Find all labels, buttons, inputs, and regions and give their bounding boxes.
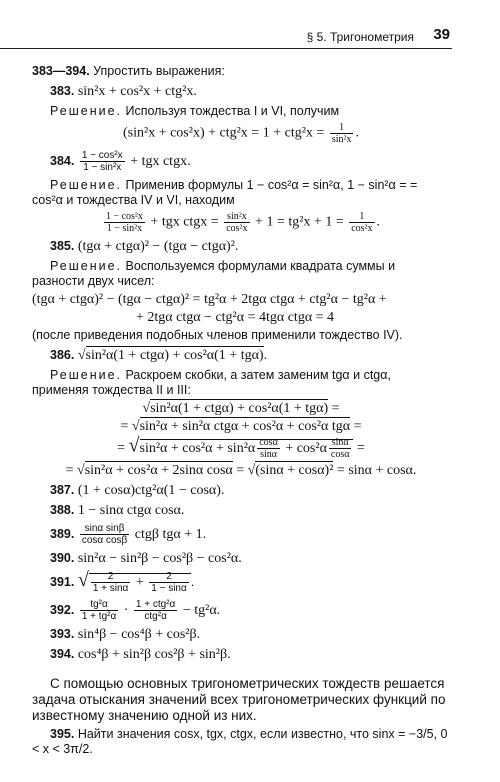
equation-386-line4: = √sin²α + cos²α + 2sinα cosα = √(sinα + cosα)² = sinα + cosα. — [65, 463, 417, 478]
equation-386-line3: = √sin²α + cos²α + sin²α $\frac{\cos\alpha}{\sin\alpha}$ + cos²α $\frac{\sin\alpha}{\cos\alpha}$ = — [117, 434, 365, 460]
problem-383-394: 383—394. Упростить выражения: — [32, 64, 225, 78]
problem-383: 383. sin²x + cos²x + ctg²x. — [50, 84, 197, 99]
fraction: $\frac{\cos\alpha}{\sin\alpha}$ — [259, 437, 278, 460]
problem-390: 390. sin²α − sin²β − cos²β − cos²α. — [50, 551, 242, 566]
problem-389: 389. $\frac{\text{sinα sinβ}}{\text{cosα cosβ}}$ ctgβ tgα + 1. — [50, 523, 207, 546]
problem-388: 388. 1 − sinα ctgα cosα. — [50, 503, 185, 518]
fraction: $\frac{\text{1 − cos²x}}{\text{1 − sin²x}}$ — [81, 150, 123, 173]
problem-395: 395. Найти значения cosx, tgx, ctgx, если известно, что sinx = −3/5, 0 < x < 3π/2. — [32, 727, 448, 756]
page-content — [32, 64, 450, 760]
fraction: $\frac{2}{1 - \sin\alpha}$ — [151, 571, 187, 594]
problem-386: 386. √sin²α(1 + ctgα) + cos²α(1 + tgα). — [50, 348, 268, 363]
fraction: $\frac{1}{\text{cos²x}}$ — [351, 211, 373, 234]
equation-384: $\frac{\text{1 − cos²x}}{\text{1 − sin²x}}$ + tgx ctgx = $\frac{\text{sin²x}}{\text{cos²x}}$ + 1 = tg²x + 1 = $\frac{1}{\text{cos²x}}$ . — [105, 211, 381, 234]
fraction: $\frac{\sin\alpha}{\cos\alpha}$ — [330, 437, 350, 460]
equation-385-line2: + 2tgα ctgα − ctg²α = 4tgα ctgα = 4 — [136, 310, 335, 325]
equation-383: (sin²x + cos²x) + ctg²x = 1 + ctg²x = $\frac{1}{\text{sin²x}}$ . — [123, 122, 359, 145]
equation-385-line1: (tgα + ctgα)² − (tgα − ctgα)² = tg²α + 2tgα ctgα + ctg²α − tg²α + — [32, 292, 387, 307]
problem-385: 385. (tgα + ctgα)² − (tgα − ctgα)². — [50, 239, 239, 254]
fraction: $\frac{\text{sin²x}}{\text{cos²x}}$ — [226, 211, 248, 234]
fraction: $\frac{\text{1 + ctg²α}}{\text{ctg²α}}$ — [135, 599, 176, 622]
fraction: $\frac{\text{1 − cos²x}}{\text{1 − sin²x}}$ — [105, 211, 143, 234]
solution-385: Решение. Воспользуемся формулами квадрата суммы и разности двух чисел: — [32, 259, 396, 288]
note-385: (после приведения подобных членов применили тождество IV). — [32, 328, 403, 342]
problem-392: 392. $\frac{\text{tg²α}}{\text{1 + tg²α}}$ · $\frac{\text{1 + ctg²α}}{\text{ctg²α}}$ − tg²α. — [50, 599, 221, 622]
fraction: $\frac{\text{tg²α}}{\text{1 + tg²α}}$ — [81, 599, 117, 622]
equation-386-line1: √sin²α(1 + ctgα) + cos²α(1 + tgα) = — [142, 401, 340, 416]
fraction: $\frac{1}{\text{sin²x}}$ — [331, 122, 352, 145]
problem-393: 393. sin⁴β − cos⁴β + cos²β. — [50, 627, 201, 642]
solution-383: Решение. Используя тождества I и VI, получим — [50, 104, 340, 118]
problem-391: 391. √ $\frac{2}{1 + \sin\alpha}$ + $\frac{2}{1 - \sin\alpha}$ . — [50, 568, 195, 594]
running-header — [0, 26, 452, 49]
equation-386-line2: = √sin²α + sin²α ctgα + cos²α + cos²α tgα = — [120, 419, 362, 434]
problem-387: 387. (1 + cosα)ctg²α(1 − cosα). — [50, 483, 225, 498]
section-title: § 5. Тригонометрия — [306, 30, 414, 44]
solution-386: Решение. Раскроем скобки, а затем заменим tgα и ctgα, применяя тождества II и III: — [32, 368, 391, 397]
page-number: 39 — [433, 26, 450, 43]
paragraph-identities: С помощью основных тригонометрических тождеств решается задача отыскания значений всех тригонометрических функций по известному значению одной из них. — [32, 676, 446, 723]
problem-384: 384. $\frac{\text{1 − cos²x}}{\text{1 − sin²x}}$ + tgx ctgx. — [50, 150, 191, 173]
fraction: $\frac{\text{sinα sinβ}}{\text{cosα cosβ}}$ — [81, 523, 128, 546]
fraction: $\frac{2}{1 + \sin\alpha}$ — [92, 571, 129, 594]
problem-394: 394. cos⁴β + sin²β cos²β + sin²β. — [50, 647, 231, 662]
solution-384: Решение. Применив формулы 1 − cos²α = sin²α, 1 − sin²α = = cos²α и тождества IV и VI, находим — [32, 178, 418, 207]
